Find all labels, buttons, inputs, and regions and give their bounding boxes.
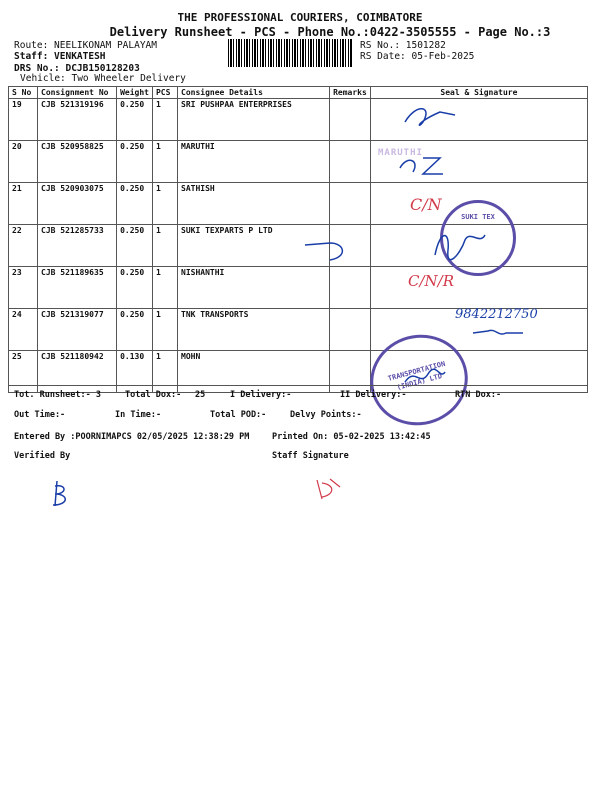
cell-consignment: CJB 521285733	[38, 225, 117, 267]
cell-remarks	[330, 267, 371, 309]
cell-consignment: CJB 521319077	[38, 309, 117, 351]
cell-weight: 0.130	[117, 351, 153, 393]
drs-label: DRS No.: DCJB150128203	[14, 63, 140, 74]
printed-on: Printed On: 05-02-2025 13:42:45	[272, 432, 431, 442]
cell-consignment: CJB 521319196	[38, 99, 117, 141]
cell-consignee: SRI PUSHPAA ENTERPRISES	[178, 99, 330, 141]
cell-weight: 0.250	[117, 267, 153, 309]
cell-remarks	[330, 351, 371, 393]
arrow-mark	[300, 235, 355, 265]
staff-label: Staff: VENKATESH	[14, 51, 106, 62]
cell-pcs: 1	[152, 267, 177, 309]
cinr-note: C/N/R	[408, 272, 455, 290]
footer-separator	[8, 385, 588, 386]
total-pod: Total POD:-	[210, 410, 267, 420]
faint-stamp: MARUTHI	[378, 148, 423, 158]
col-signature: Seal & Signature	[370, 87, 587, 99]
col-pcs: PCS	[152, 87, 177, 99]
cell-remarks	[330, 141, 371, 183]
total-box-label: Total Dox:-	[125, 390, 182, 400]
runsheet-subtitle: Delivery Runsheet - PCS - Phone No.:0422-3505555 - Page No.:3	[109, 25, 551, 39]
cell-remarks	[330, 99, 371, 141]
rs-no: RS No.: 1501282	[360, 40, 446, 51]
col-remarks: Remarks	[330, 87, 371, 99]
cell-pcs: 1	[152, 141, 177, 183]
staff-signature: Staff Signature	[272, 451, 349, 461]
cell-weight: 0.250	[117, 141, 153, 183]
cell-sno: 22	[9, 225, 38, 267]
route-label: Route: NEELIKONAM PALAYAM	[14, 40, 157, 51]
seal-2-text: TRANSPORTATION (INDIA) LTD	[387, 359, 447, 392]
rtn-dox: RTN Dox:-	[455, 390, 502, 400]
cell-sno: 19	[9, 99, 38, 141]
signature-scribble-3	[430, 225, 490, 265]
col-sno: S No	[9, 87, 38, 99]
table-row	[9, 267, 588, 309]
verifier-signature	[45, 478, 75, 510]
cell-consignee: SUKI TEXPARTS P LTD	[178, 225, 330, 267]
cell-consignee: MARUTHI	[178, 141, 330, 183]
cell-consignee: SATHISH	[178, 183, 330, 225]
signature-scribble-5	[400, 362, 450, 392]
vehicle-label: Vehicle: Two Wheeler Delivery	[20, 73, 186, 84]
col-consignment: Consignment No	[38, 87, 117, 99]
cin-note: C/N	[410, 195, 442, 214]
out-time: Out Time:-	[14, 410, 66, 420]
col-weight: Weight	[117, 87, 153, 99]
cell-consignee: MOHN	[178, 351, 330, 393]
signature-scribble-4	[468, 325, 528, 341]
table-row	[9, 141, 588, 183]
cell-pcs: 1	[152, 351, 177, 393]
cell-remarks	[330, 183, 371, 225]
staff-signature-mark	[312, 475, 342, 503]
cell-consignment: CJB 520903075	[38, 183, 117, 225]
cell-weight: 0.250	[117, 309, 153, 351]
phone-note: 9842212750	[455, 307, 538, 322]
col-consignee: Consignee Details	[178, 87, 330, 99]
cell-pcs: 1	[152, 309, 177, 351]
tot-runsheet: Tot. Runsheet:- 3	[14, 390, 101, 400]
cell-pcs: 1	[152, 99, 177, 141]
cell-pcs: 1	[152, 183, 177, 225]
cell-sno: 25	[9, 351, 38, 393]
ii-delivery: II Delivery:-	[340, 390, 407, 400]
cell-consignment: CJB 521189635	[38, 267, 117, 309]
entered-by: Entered By :POORNIMAPCS 02/05/2025 12:38:29 PM	[14, 432, 250, 442]
verified-by: Verified By	[14, 451, 71, 461]
cell-consignment: CJB 520958825	[38, 141, 117, 183]
cell-pcs: 1	[152, 225, 177, 267]
total-box-value: 25	[195, 390, 206, 400]
cell-remarks	[330, 309, 371, 351]
signature-scribble-1	[400, 100, 460, 130]
table-row	[9, 351, 588, 393]
cell-weight: 0.250	[117, 183, 153, 225]
signature-scribble-2	[395, 150, 455, 180]
cell-weight: 0.250	[117, 225, 153, 267]
cell-sno: 21	[9, 183, 38, 225]
cell-consignee: NISHANTHI	[178, 267, 330, 309]
cell-consignee: TNK TRANSPORTS	[178, 309, 330, 351]
rs-date: RS Date: 05-Feb-2025	[360, 51, 475, 62]
delvy-points: Delvy Points:-	[290, 410, 362, 420]
seal-1-text: SUKI TEX	[461, 213, 495, 221]
company-title: THE PROFESSIONAL COURIERS, COIMBATORE	[177, 11, 423, 24]
cell-sno: 24	[9, 309, 38, 351]
cell-consignment: CJB 521180942	[38, 351, 117, 393]
table-row	[9, 99, 588, 141]
cell-sno: 23	[9, 267, 38, 309]
cell-sno: 20	[9, 141, 38, 183]
table-header-row	[9, 87, 588, 99]
in-time: In Time:-	[115, 410, 162, 420]
cell-weight: 0.250	[117, 99, 153, 141]
i-delivery: I Delivery:-	[230, 390, 292, 400]
barcode	[228, 39, 353, 67]
